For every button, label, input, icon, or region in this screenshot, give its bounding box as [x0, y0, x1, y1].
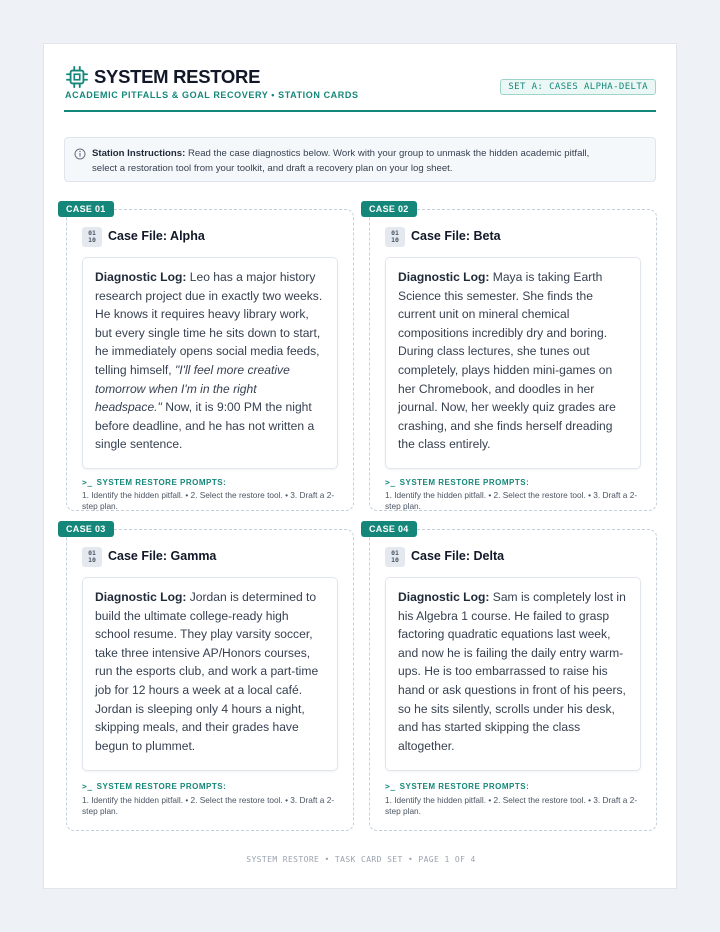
binary-file-icon: 01 10 [385, 547, 405, 567]
diagnostic-log [385, 577, 641, 771]
instructions-label: Station Instructions: [92, 148, 186, 159]
case-tag: CASE 01 [58, 201, 114, 217]
diagnostic-log [385, 257, 641, 469]
station-instructions [64, 137, 656, 182]
binary-file-icon: 01 10 [385, 227, 405, 247]
case-title: Case File: Alpha [108, 229, 205, 243]
case-title: Case File: Gamma [108, 549, 217, 563]
binary-file-icon: 01 10 [82, 227, 102, 247]
terminal-prompt-icon: >_ [82, 478, 93, 487]
terminal-prompt-icon: >_ [82, 782, 93, 791]
restore-prompts-heading: >_ SYSTEM RESTORE PROMPTS: [385, 782, 530, 791]
restore-prompts-text: 1. Identify the hidden pitfall. • 2. Select the restore tool. • 3. Draft a 2-step plan. [385, 795, 638, 816]
diagnostic-log-text: Sam is completely lost in his Algebra 1 course. He failed to grasp factoring quadratic equations last week, and now he is failing the daily entry warm-ups. He is too embarrassed to raise his hand or ask questions in front of his peers, so he sits silently, scrolls under his desk, and has started skipping the class altogether. [398, 590, 626, 753]
page-header [64, 64, 656, 112]
page-subtitle: ACADEMIC PITFALLS & GOAL RECOVERY • STATION CARDS [65, 90, 359, 100]
terminal-prompt-icon: >_ [385, 782, 396, 791]
restore-prompts-text: 1. Identify the hidden pitfall. • 2. Select the restore tool. • 3. Draft a 2-step plan. [82, 795, 335, 816]
page-title: SYSTEM RESTORE [94, 66, 261, 87]
diagnostic-log-label: Diagnostic Log: [95, 590, 187, 604]
diagnostic-log-label: Diagnostic Log: [398, 590, 490, 604]
case-title: Case File: Beta [411, 229, 501, 243]
cpu-chip-icon [66, 66, 88, 88]
diagnostic-log-text: Leo has a major history research project due in exactly two weeks. He knows it requires heavy library work, but every single time he sits down to start, he immediately opens social media feeds, telling himself, [95, 270, 323, 377]
diagnostic-log-label: Diagnostic Log: [398, 270, 490, 284]
terminal-prompt-icon: >_ [385, 478, 396, 487]
instructions-line-2: select a restoration tool from your toolkit, and draft a recovery plan on your log sheet. [92, 163, 453, 174]
case-card-delta [369, 524, 657, 831]
instructions-text [92, 146, 647, 176]
case-tag: CASE 02 [361, 201, 417, 217]
restore-prompts-text: 1. Identify the hidden pitfall. • 2. Select the restore tool. • 3. Draft a 2-step plan. [82, 490, 335, 511]
diagnostic-log-text-continued: Now, it is 9:00 PM the night before deadline, and he has not written a single sentence. [95, 400, 315, 452]
instructions-line-1: Read the case diagnostics below. Work with your group to unmask the hidden academic pitfall, [187, 148, 590, 159]
page-footer: SYSTEM RESTORE • TASK CARD SET • PAGE 1 OF 4 [246, 855, 476, 864]
case-tag: CASE 04 [361, 521, 417, 537]
restore-prompts-text: 1. Identify the hidden pitfall. • 2. Select the restore tool. • 3. Draft a 2-step plan. [385, 490, 638, 511]
diagnostic-log-text: Jordan is determined to build the ultimate college-ready high school resume. They play varsity soccer, take three intensive AP/Honors courses, run the esports club, and work a part-time job for 12 hours a week at a local café. Jordan is sleeping only 4 hours a night, skipping meals, and their grades have begun to plummet. [95, 590, 319, 753]
set-badge: SET A: CASES ALPHA-DELTA [500, 79, 656, 95]
diagnostic-log [82, 577, 338, 771]
restore-prompts-heading: >_ SYSTEM RESTORE PROMPTS: [82, 782, 227, 791]
case-card-gamma [66, 524, 354, 831]
case-card-alpha [66, 204, 354, 511]
diagnostic-log-label: Diagnostic Log: [95, 270, 187, 284]
diagnostic-log-text: Maya is taking Earth Science this semester. She finds the current unit on mineral chemical compositions incredibly dry and boring. During class lectures, she tunes out completely, plays hidden mini-games on her Chromebook, and doodles in her journal. Now, her weekly quiz grades are crashing, and she finds herself dreading the class entirely. [398, 270, 616, 452]
binary-file-icon: 01 10 [82, 547, 102, 567]
diagnostic-log-quote: "I'll feel more creative tomorrow when I'm in the right headspace." [95, 362, 290, 415]
info-icon [74, 148, 86, 160]
task-card-page [43, 43, 677, 889]
diagnostic-log [82, 257, 338, 469]
restore-prompts-heading: >_ SYSTEM RESTORE PROMPTS: [82, 478, 227, 487]
restore-prompts-heading: >_ SYSTEM RESTORE PROMPTS: [385, 478, 530, 487]
case-tag: CASE 03 [58, 521, 114, 537]
case-card-beta [369, 204, 657, 511]
case-title: Case File: Delta [411, 549, 505, 563]
